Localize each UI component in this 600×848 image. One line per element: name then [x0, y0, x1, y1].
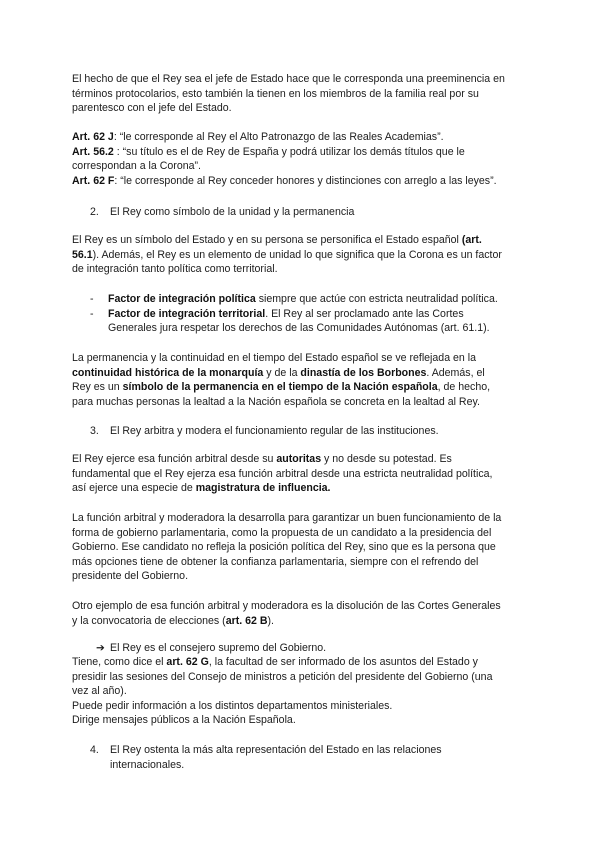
heading-arbitra: 3. El Rey arbitra y modera el funcionamiento regular de las instituciones. [90, 425, 439, 437]
article-list: Art. 62 J: “le corresponde al Rey el Alto Patronazgo de las Reales Academias”. Art. 56.2 : “su título es el de Rey de España y podrá utilizar los demás títulos que le correspondan a la Corona”. Art. 62 F: “le corresponde al Rey conceder honores y distinciones con arreglo a las leyes”. [72, 130, 532, 188]
article-62j: Art. 62 J: “le corresponde al Rey el Alto Patronazgo de las Reales Academias”. [72, 131, 444, 143]
heading-simbolo: 2. El Rey como símbolo de la unidad y la permanencia [90, 206, 355, 218]
paragraph-consejero: Tiene, como dice el art. 62 G, la facultad de ser informado de los asuntos del Estado y presidir las sesiones del Consejo de ministros a petición del presidente del Gobierno (una vez al año). Puede pedir información a los distintos departamentos ministeriales. Dirige mensajes públicos a la Nación Española. [72, 656, 493, 726]
paragraph-autoritas: El Rey ejerce esa función arbitral desde su autoritas y no desde su potestad. Es fundamental que el Rey ejerza esa función arbitral desde una estricta neutralidad política, así ejerce una especie de magistratura de influencia. [72, 453, 493, 494]
arrow-item: ➔ El Rey es el consejero supremo del Gobierno. [96, 642, 327, 654]
article-62f: Art. 62 F: “le corresponde al Rey conceder honores y distinciones con arreglo a las leyes”. [72, 174, 497, 187]
list-item: - Factor de integración territorial. El Rey al ser proclamado ante las Cortes [90, 307, 464, 320]
paragraph-disolucion: Otro ejemplo de esa función arbitral y moderadora es la disolución de las Cortes Generales y la convocatoria de elecciones (art. 62 B). [72, 600, 501, 627]
paragraph-simbolo: El Rey es un símbolo del Estado y en su persona se personifica el Estado español (art. 56.1). Además, el Rey es un elemento de unidad lo que significa que la Corona es un factor de integración tanto política como territorial. [72, 234, 502, 275]
article-56-2: Art. 56.2 : “su título es el de Rey de España y podrá utilizar los demás títulos que le [72, 145, 465, 158]
paragraph-permanencia: La permanencia y la continuidad en el tiempo del Estado español se ve reflejada en la continuidad histórica de la monarquía y de la dinastía de los Borbones. Además, el Rey es un símbolo de la permanencia en el tiempo de la Nación española, de hecho, para muchas personas la lealtad a la Nación española se concreta en la lealtad al Rey. [72, 352, 491, 408]
paragraph-preeminencia: El hecho de que el Rey sea el jefe de Estado hace que le corresponda una preeminencia en términos protocolarios, esto también la tienen en los miembros de la familia real por su parentesco con el jefe del Estado. [72, 73, 505, 114]
list-item: - Factor de integración política siempre que actúe con estricta neutralidad política. [90, 293, 498, 305]
bullet-list: - Factor de integración política siempre que actúe con estricta neutralidad política. - Factor de integración territorial. El Rey al ser proclamado ante las Cortes Generales jura respetar los derechos de las Comunidades Autónomas (art. 61.1). [90, 292, 550, 336]
paragraph-funcion-arbitral: La función arbitral y moderadora la desarrolla para garantizar un buen funcionamiento de la forma de gobierno parlamentaria, como la propuesta de un candidato a la presidencia del Gobierno. Ese candidato no refleja la posición política del Rey, sino que es la persona que más opciones tiene de obtener la confianza parlamentaria, siempre con el refrendo del presidente del Gobierno. [72, 512, 502, 582]
arrow-right-icon: ➔ [96, 642, 105, 654]
heading-representacion: 4. El Rey ostenta la más alta representación del Estado en las relaciones internacionales. [90, 744, 442, 771]
